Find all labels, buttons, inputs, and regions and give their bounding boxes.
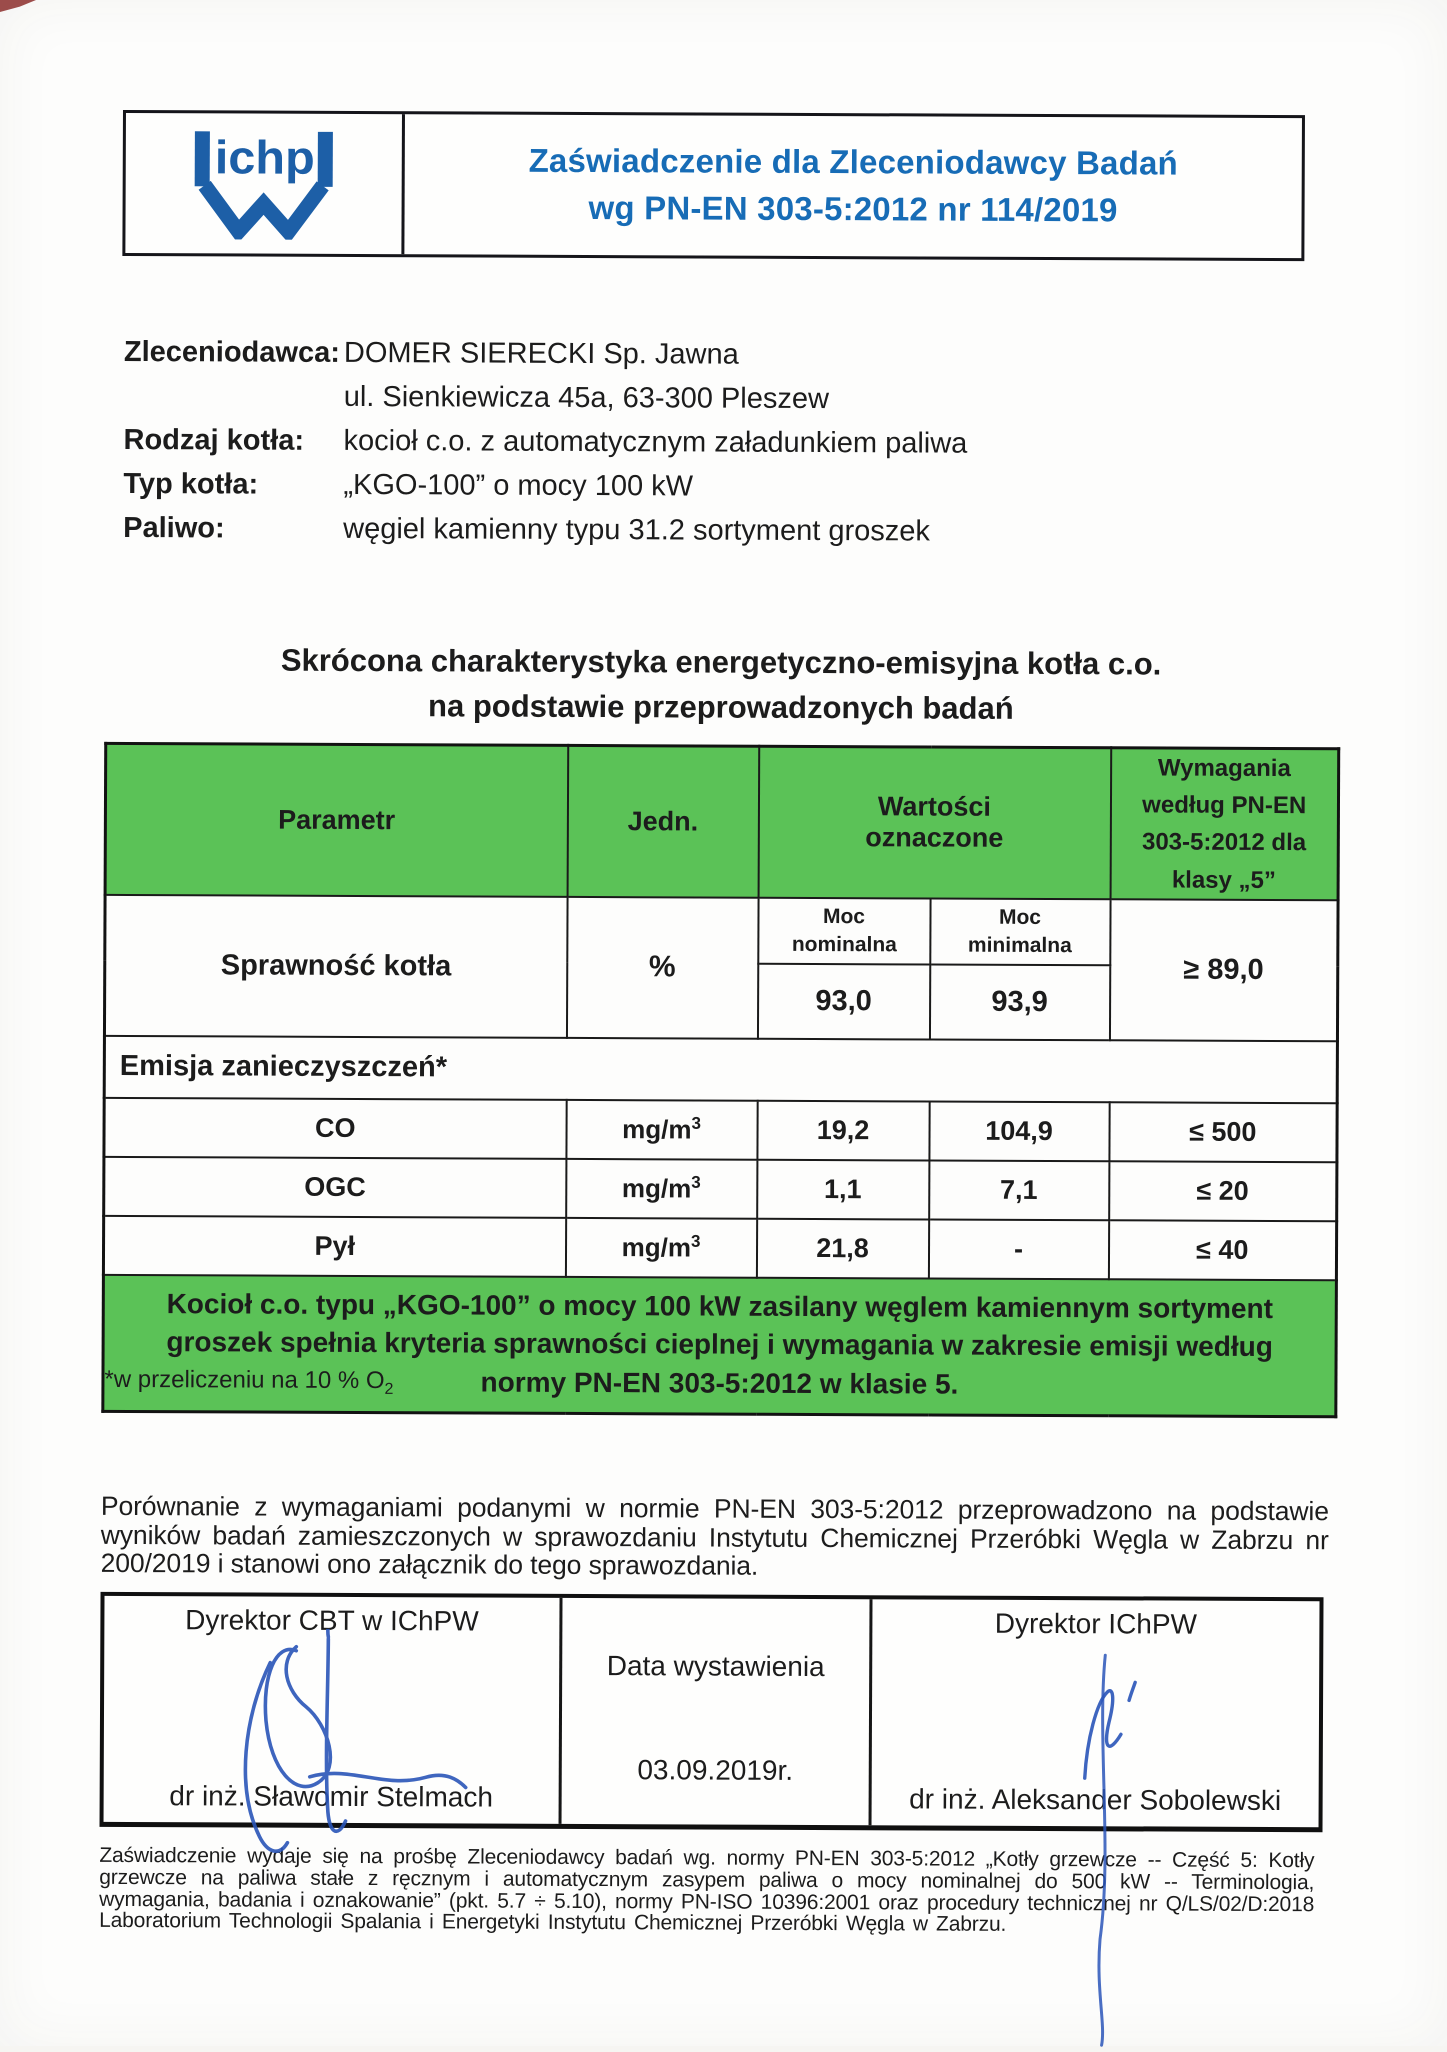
emission-section-row (104, 1036, 1337, 1103)
signature-table (100, 1592, 1324, 1832)
info-row-zleceniodawca (124, 330, 1314, 379)
emission-requirement: ≤ 500 (1109, 1102, 1337, 1162)
signature-left-title: Dyrektor CBT w IChPW (185, 1604, 479, 1637)
client-info-block (123, 330, 1314, 555)
info-row-rodzaj-kotla (123, 418, 1313, 467)
info-label (124, 374, 344, 419)
info-row-address (124, 374, 1314, 423)
efficiency-value-nominal: 93,0 (757, 963, 929, 1039)
signature-left-name: dr inż. Sławomir Stelmach (169, 1780, 494, 1813)
signature-right-name: dr inż. Aleksander Sobolewski (909, 1783, 1282, 1817)
info-label: Zleceniodawca: (123, 335, 340, 369)
info-label: Rodzaj kotła: (123, 423, 305, 457)
subcol-moc-minimalna: Moc minimalna (930, 898, 1110, 965)
emission-minimal: 7,1 (929, 1160, 1109, 1220)
certificate-title (404, 114, 1302, 258)
signature-cell-left (104, 1596, 563, 1824)
table-row-ogc (104, 1157, 1337, 1221)
logo-cell (125, 113, 405, 254)
emission-param: Pył (103, 1216, 565, 1277)
emission-nominal: 19,2 (757, 1100, 929, 1160)
conclusion-banner: Kocioł c.o. typu „KGO-100” o mocy 100 kW zasilany węglem kamiennym sortyment groszek spełnia kryteria sprawności cieplnej i wymagania w zakresie emisji według normy PN-EN 303-5:2012 w klasie 5. (103, 1275, 1337, 1417)
emission-unit: $mg/m^3$ (566, 1159, 757, 1219)
info-label: Paliwo: (123, 511, 225, 545)
section-title (104, 638, 1337, 733)
ichpw-logo (177, 127, 349, 240)
info-row-typ-kotla (123, 462, 1313, 511)
info-value: kocioł c.o. z automatycznym załadunkiem paliwa (343, 424, 968, 460)
info-value: ul. Sienkiewicza 45a, 63-300 Pleszew (343, 380, 830, 416)
emission-requirement: ≤ 40 (1108, 1220, 1336, 1280)
logo-w-glyph (204, 185, 322, 232)
table-footnote: *w przeliczeniu na 10 % $O_2$ (104, 1365, 394, 1398)
emission-param: OGC (104, 1157, 566, 1218)
col-header-wymagania: Wymagania według PN-EN 303-5:2012 dla klasy „5” (1110, 748, 1339, 900)
col-header-wartosci: Wartości oznaczone (758, 746, 1111, 899)
emission-nominal: 21,8 (756, 1218, 928, 1278)
date-issued-label: Data wystawienia (606, 1650, 825, 1683)
section-title-line1: Skrócona charakterystyka energetyczno-emisyjna kotła c.o. (280, 642, 1162, 682)
efficiency-requirement: ≥ 89,0 (1109, 899, 1338, 1041)
emission-minimal: - (928, 1219, 1108, 1279)
logo-letters: ichp (214, 130, 312, 184)
table-row-co (104, 1098, 1337, 1162)
emission-section-label: Emisja zanieczyszczeń* (104, 1036, 1337, 1103)
info-value: „KGO-100” o mocy 100 kW (343, 468, 694, 503)
signature-right-title: Dyrektor IChPW (994, 1607, 1198, 1640)
certificate-title-line1: Zaświadczenie dla Zleceniodawcy Badań (528, 141, 1178, 182)
certificate-header (122, 110, 1305, 261)
efficiency-value-minimal: 93,9 (929, 964, 1109, 1040)
signature-cell-date (562, 1598, 873, 1825)
emission-nominal: 1,1 (757, 1159, 929, 1219)
emission-unit: $mg/m^3$ (566, 1100, 757, 1160)
emission-unit: $mg/m^3$ (565, 1218, 756, 1278)
date-issued-value: 03.09.2019r. (637, 1754, 794, 1786)
signature-cell-right (872, 1599, 1320, 1827)
table-row-pyl (103, 1216, 1336, 1280)
info-value: węgiel kamienny typu 31.2 sortyment groszek (343, 512, 930, 548)
results-table (101, 742, 1340, 1418)
col-header-parametr: Parametr (105, 743, 568, 896)
emission-param: CO (104, 1098, 566, 1159)
legal-note: Zaświadczenie wydaje się na prośbę Zleceniodawcy badań wg. normy PN-EN 303-5:2012 „Kotły grzewcze -- Część 5: Kotły grzewcze na paliwa stałe z ręcznym i automatycznym zasypem paliwa o mocy nominalnej do 500 kW -- Terminologia, wymagania, badania i oznakowanie” (pkt. 5.7 ÷ 5.10), normy PN-ISO 10396:2001 oraz procedury technicznej nr Q/LS/02/D:2018 Laboratorium Technologii Spalania i Energetyki Instytutu Chemicznej Przeróbki Węgla w Zabrzu. (99, 1843, 1315, 1937)
emission-requirement: ≤ 20 (1109, 1161, 1337, 1221)
col-header-jedn: Jedn. (567, 745, 759, 897)
efficiency-param: Sprawność kotła (104, 895, 567, 1038)
info-row-paliwo (123, 506, 1313, 555)
subcol-moc-nominalna: Moc nominalna (758, 897, 930, 964)
info-value: DOMER SIERECKI Sp. Jawna (343, 336, 739, 371)
emission-minimal: 104,9 (929, 1101, 1109, 1161)
section-title-line2: na podstawie przeprowadzonych badań (427, 688, 1014, 726)
info-label: Typ kotła: (123, 467, 259, 501)
efficiency-unit: % (566, 897, 758, 1039)
table-header-row (105, 743, 1339, 900)
comparison-paragraph: Porównanie z wymaganiami podanymi w normie PN-EN 303-5:2012 przeprowadzono na podstawie wyników badań zamieszczonych w sprawozdaniu Instytutu Chemicznej Przeróbki Węgla w Zabrzu nr 200/2019 i stanowi ono załącznik do tego sprawozdania. (100, 1490, 1329, 1581)
efficiency-subheader-row (105, 895, 1338, 966)
certificate-title-line2: wg PN-EN 303-5:2012 nr 114/2019 (588, 189, 1118, 229)
